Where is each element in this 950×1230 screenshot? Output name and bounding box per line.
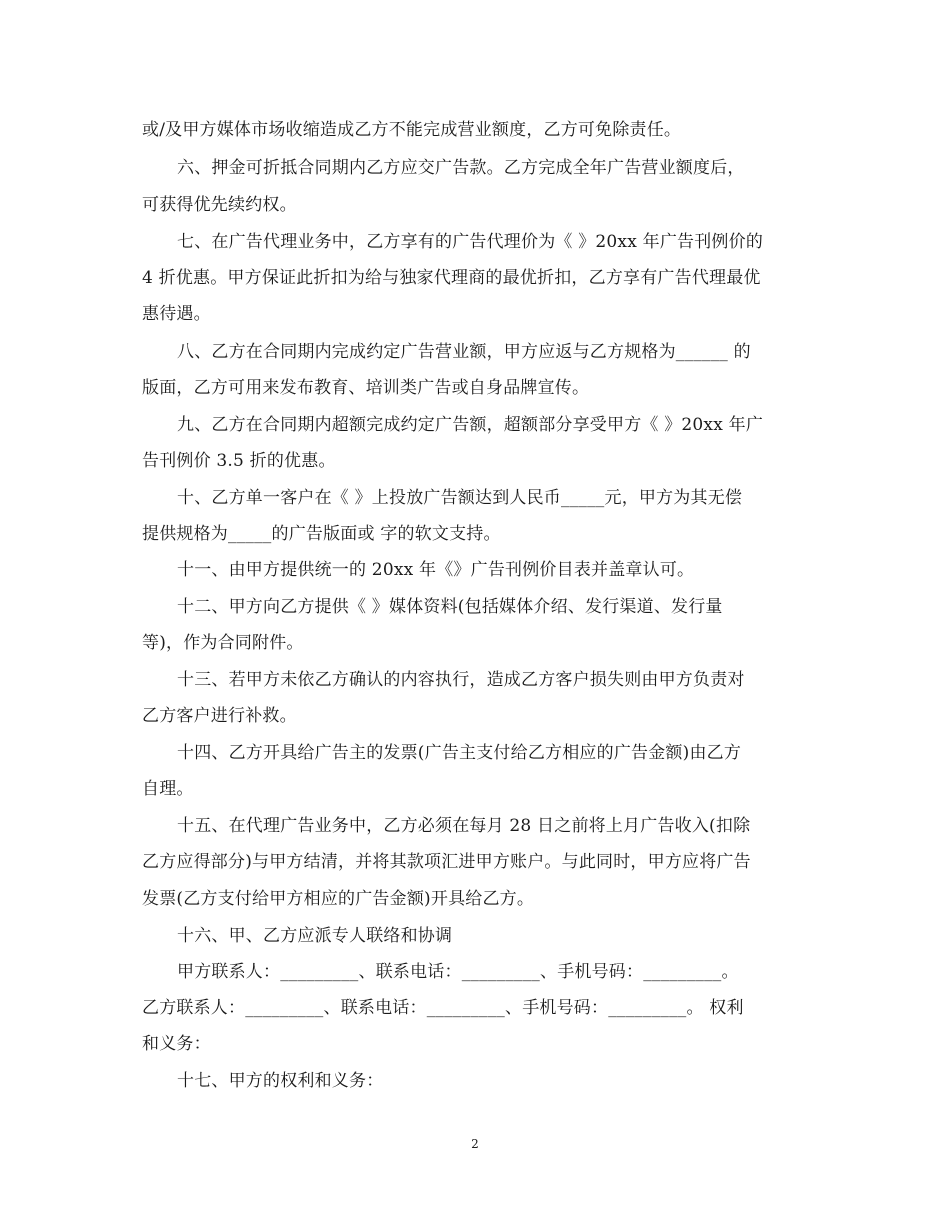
clause-9-line-1: 九、乙方在合同期内超额完成约定广告额，超额部分享受甲方《 》20xx 年广 xyxy=(177,415,764,435)
party-a-contact-line: 甲方联系人：_________、联系电话：_________、手机号码：_________。 xyxy=(177,962,739,982)
clause-7-line-1: 七、在广告代理业务中，乙方享有的广告代理价为《 》20xx 年广告刊例价的 xyxy=(177,232,764,252)
clause-10-line-2: 提供规格为_____的广告版面或 字的软文支持。 xyxy=(142,524,501,544)
clause-11-line-1: 十一、由甲方提供统一的 20xx 年《》广告刊例价目表并盖章认可。 xyxy=(177,560,695,580)
clause-6-line-1: 六、押金可折抵合同期内乙方应交广告款。乙方完成全年广告营业额度后， xyxy=(177,158,745,178)
clause-15-line-2: 乙方应得部分)与甲方结清，并将其款项汇进甲方账户。与此同时，甲方应将广告 xyxy=(142,852,751,872)
text-line-1: 或/及甲方媒体市场收缩造成乙方不能完成营业额度，乙方可免除责任。 xyxy=(142,120,682,140)
clause-15-line-1: 十五、在代理广告业务中，乙方必须在每月 28 日之前将上月广告收入(扣除 xyxy=(177,816,751,836)
clause-10-line-1: 十、乙方单一客户在《 》上投放广告额达到人民币_____元，甲方为其无偿 xyxy=(177,488,743,508)
page-number: 2 xyxy=(471,1137,479,1151)
clause-16-line-1: 十六、甲、乙方应派专人联络和协调 xyxy=(177,926,453,946)
clause-15-line-3: 发票(乙方支付给甲方相应的广告金额)开具给乙方。 xyxy=(142,889,535,909)
clause-12-line-1: 十二、甲方向乙方提供《 》媒体资料(包括媒体介绍、发行渠道、发行量 xyxy=(177,597,723,617)
party-b-contact-line: 乙方联系人：_________、联系电话：_________、手机号码：_________。 权利 xyxy=(142,998,744,1018)
clause-14-line-2: 自理。 xyxy=(142,779,194,799)
clause-7-line-2: 4 折优惠。甲方保证此折扣为给与独家代理商的最优折扣，乙方享有广告代理最优 xyxy=(142,268,761,288)
clause-14-line-1: 十四、乙方开具给广告主的发票(广告主支付给乙方相应的广告金额)由乙方 xyxy=(177,743,742,763)
clause-8-line-1: 八、乙方在合同期内完成约定广告营业额，甲方应返与乙方规格为______ 的 xyxy=(177,342,751,362)
clause-13-line-2: 乙方客户进行补救。 xyxy=(142,706,297,726)
rights-duties-line: 和义务： xyxy=(142,1034,211,1054)
clause-6-line-2: 可获得优先续约权。 xyxy=(142,195,297,215)
clause-7-line-3: 惠待遇。 xyxy=(142,304,211,324)
clause-17-line-1: 十七、甲方的权利和义务： xyxy=(177,1071,384,1091)
clause-9-line-2: 告刊例价 3.5 折的优惠。 xyxy=(142,451,336,471)
clause-12-line-2: 等)，作为合同附件。 xyxy=(142,633,304,653)
clause-13-line-1: 十三、若甲方未依乙方确认的内容执行，造成乙方客户损失则由甲方负责对 xyxy=(177,670,745,690)
clause-8-line-2: 版面，乙方可用来发布教育、培训类广告或自身品牌宣传。 xyxy=(142,378,590,398)
